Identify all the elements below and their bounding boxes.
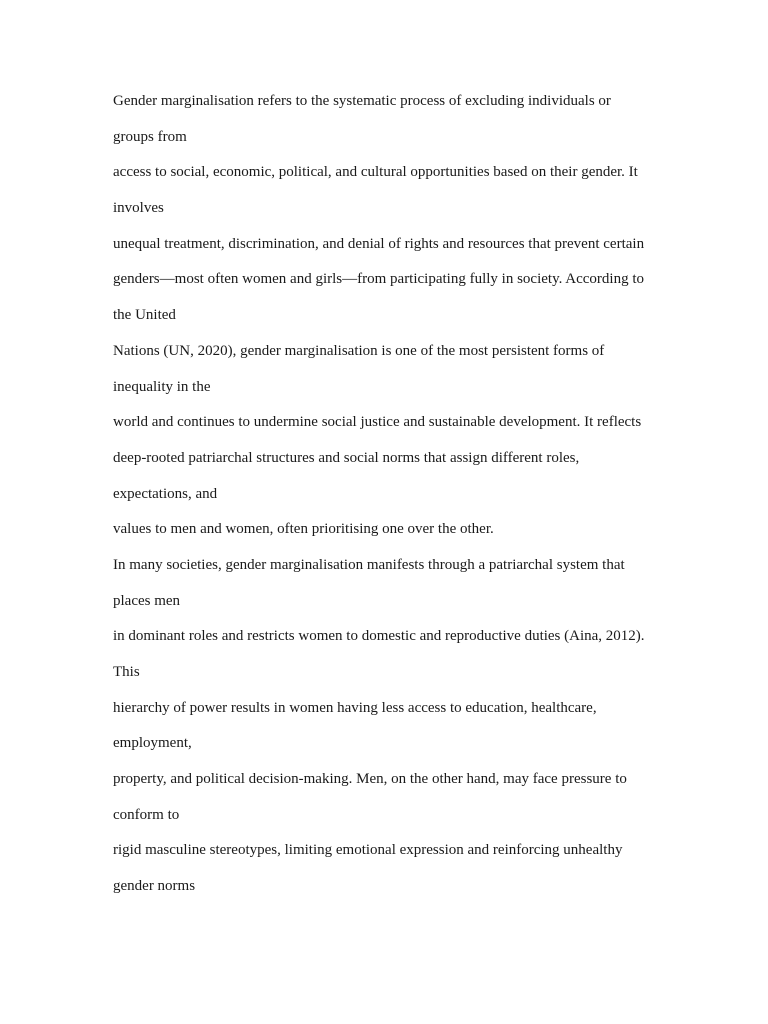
- text-line: values to men and women, often prioritising one over the other.: [113, 521, 494, 538]
- text-line: This: [113, 664, 140, 680]
- text-line: inequality in the: [113, 378, 211, 395]
- text-line: employment,: [113, 735, 192, 752]
- text-line: property, and political decision-making. Men, on the other hand, may face pressure to: [113, 771, 627, 788]
- text-line: the United: [113, 307, 176, 324]
- text-line: world and continues to undermine social justice and sustainable development. It reflects: [113, 414, 642, 431]
- text-line: Gender marginalisation refers to the systematic process of excluding individuals or: [113, 93, 611, 109]
- text-line: groups from: [113, 128, 187, 145]
- text-line: deep-rooted patriarchal structures and social norms that assign different roles,: [113, 449, 580, 466]
- text-line: involves: [113, 200, 164, 217]
- text-line: Nations (UN, 2020), gender marginalisation is one of the most persistent forms of: [113, 342, 605, 359]
- text-line: conform to: [113, 806, 180, 823]
- text-line: genders—most often women and girls—from participating fully in society. According to: [113, 271, 644, 288]
- text-line: expectations, and: [113, 485, 218, 502]
- document-body: [113, 84, 673, 905]
- text-line: places men: [113, 592, 181, 609]
- text-line: In many societies, gender marginalisation manifests through a patriarchal system that: [113, 556, 625, 573]
- text-line: hierarchy of power results in women having less access to education, healthcare,: [113, 699, 597, 716]
- text-line: in dominant roles and restricts women to domestic and reproductive duties (Aina, 2012).: [113, 628, 645, 645]
- text-line: gender norms: [113, 878, 196, 895]
- text-line: access to social, economic, political, and cultural opportunities based on their gender. It: [113, 164, 638, 181]
- text-line: unequal treatment, discrimination, and denial of rights and resources that prevent certain: [113, 235, 645, 252]
- text-line: rigid masculine stereotypes, limiting emotional expression and reinforcing unhealthy: [113, 842, 623, 859]
